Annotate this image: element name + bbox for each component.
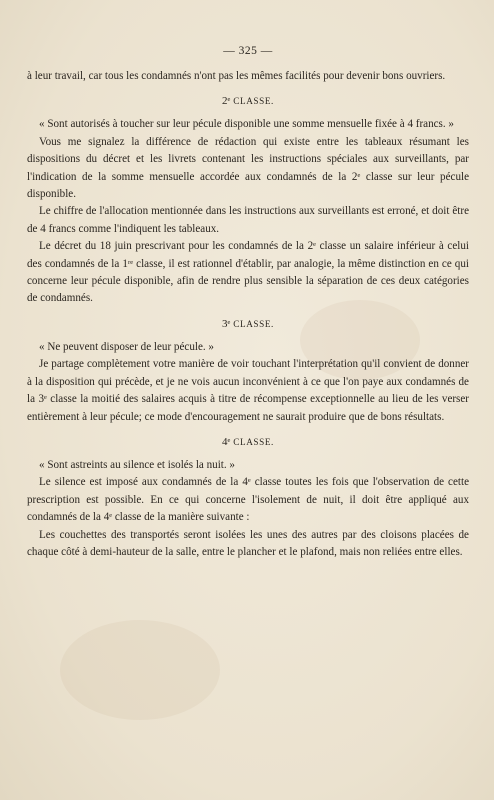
paragraph: Les couchettes des transportés seront isolées les unes des autres par des cloisons placées de chaque côté à demi-hauteur de la salle, entre le plancher et le plafond, mais non reliées entre elles. bbox=[27, 528, 469, 558]
section-heading-classe-3 bbox=[27, 318, 469, 330]
section-heading-classe-4 bbox=[27, 436, 469, 448]
heading-number: 3ᵉ bbox=[222, 317, 231, 330]
paragraph: Le chiffre de l'allocation mentionnée dans les instructions aux surveillants est erroné, et doit être de 4 francs comme l'indiquent les tableaux. bbox=[27, 205, 469, 235]
paragraph: Le silence est imposé aux condamnés de la 4ᵉ classe toutes les fois que l'observation de cette prescription est possible. En ce qui concerne l'isolement de nuit, il doit être appliqué aux condamnés de la 4ᵉ classe de la manière suivante : bbox=[27, 476, 469, 524]
heading-label: CLASSE. bbox=[233, 436, 274, 447]
page-number: — 325 — bbox=[223, 45, 273, 57]
paper-stain bbox=[60, 620, 220, 720]
opening-paragraph: à leur travail, car tous les condamnés n'ont pas les mêmes facilités pour devenir bons ouvriers. bbox=[27, 70, 446, 82]
paragraph: « Ne peuvent disposer de leur pécule. » bbox=[39, 340, 214, 353]
paragraph: Le décret du 18 juin prescrivant pour les condamnés de la 2ᵉ classe un salaire inférieur à celui des condamnés de la 1ʳᵉ classe, il est rationnel d'établir, par analogie, la même distinction en ce qui concerne leur pécule disponible, afin de rendre plus sensible la séparation de ces deux catégories de condamnés. bbox=[27, 240, 469, 305]
heading-number: 4ᵉ bbox=[222, 435, 231, 448]
section-heading-classe-2 bbox=[27, 95, 469, 107]
paragraph: « Sont astreints au silence et isolés la nuit. » bbox=[39, 458, 235, 471]
paragraph: « Sont autorisés à toucher sur leur pécule disponible une somme mensuelle fixée à 4 francs. » bbox=[39, 118, 454, 131]
page-content bbox=[27, 45, 469, 561]
paragraph: Je partage complètement votre manière de voir touchant l'interprétation qu'il convient de donner à la disposition qui précède, et je ne vois aucun inconvénient à ce que l'on paye aux condamnés de la 3ᵉ classe la moitié des salaires acquis à titre de récompense exceptionnelle au lieu de les verser entièrement à leur pécule; ce mode d'encouragement ne saurait produire que de bons résultats. bbox=[27, 358, 469, 423]
paragraph: Vous me signalez la différence de rédaction qui existe entre les tableaux résumant les dispositions du décret et les livrets contenant les instructions spéciales aux surveillants, par l'indication de la somme mensuelle accordée aux condamnés de la 2ᵉ classe sur leur pécule disponible. bbox=[27, 135, 469, 201]
heading-label: CLASSE. bbox=[233, 318, 274, 329]
heading-label: CLASSE. bbox=[233, 96, 274, 107]
heading-number: 2ᵉ bbox=[222, 95, 231, 108]
